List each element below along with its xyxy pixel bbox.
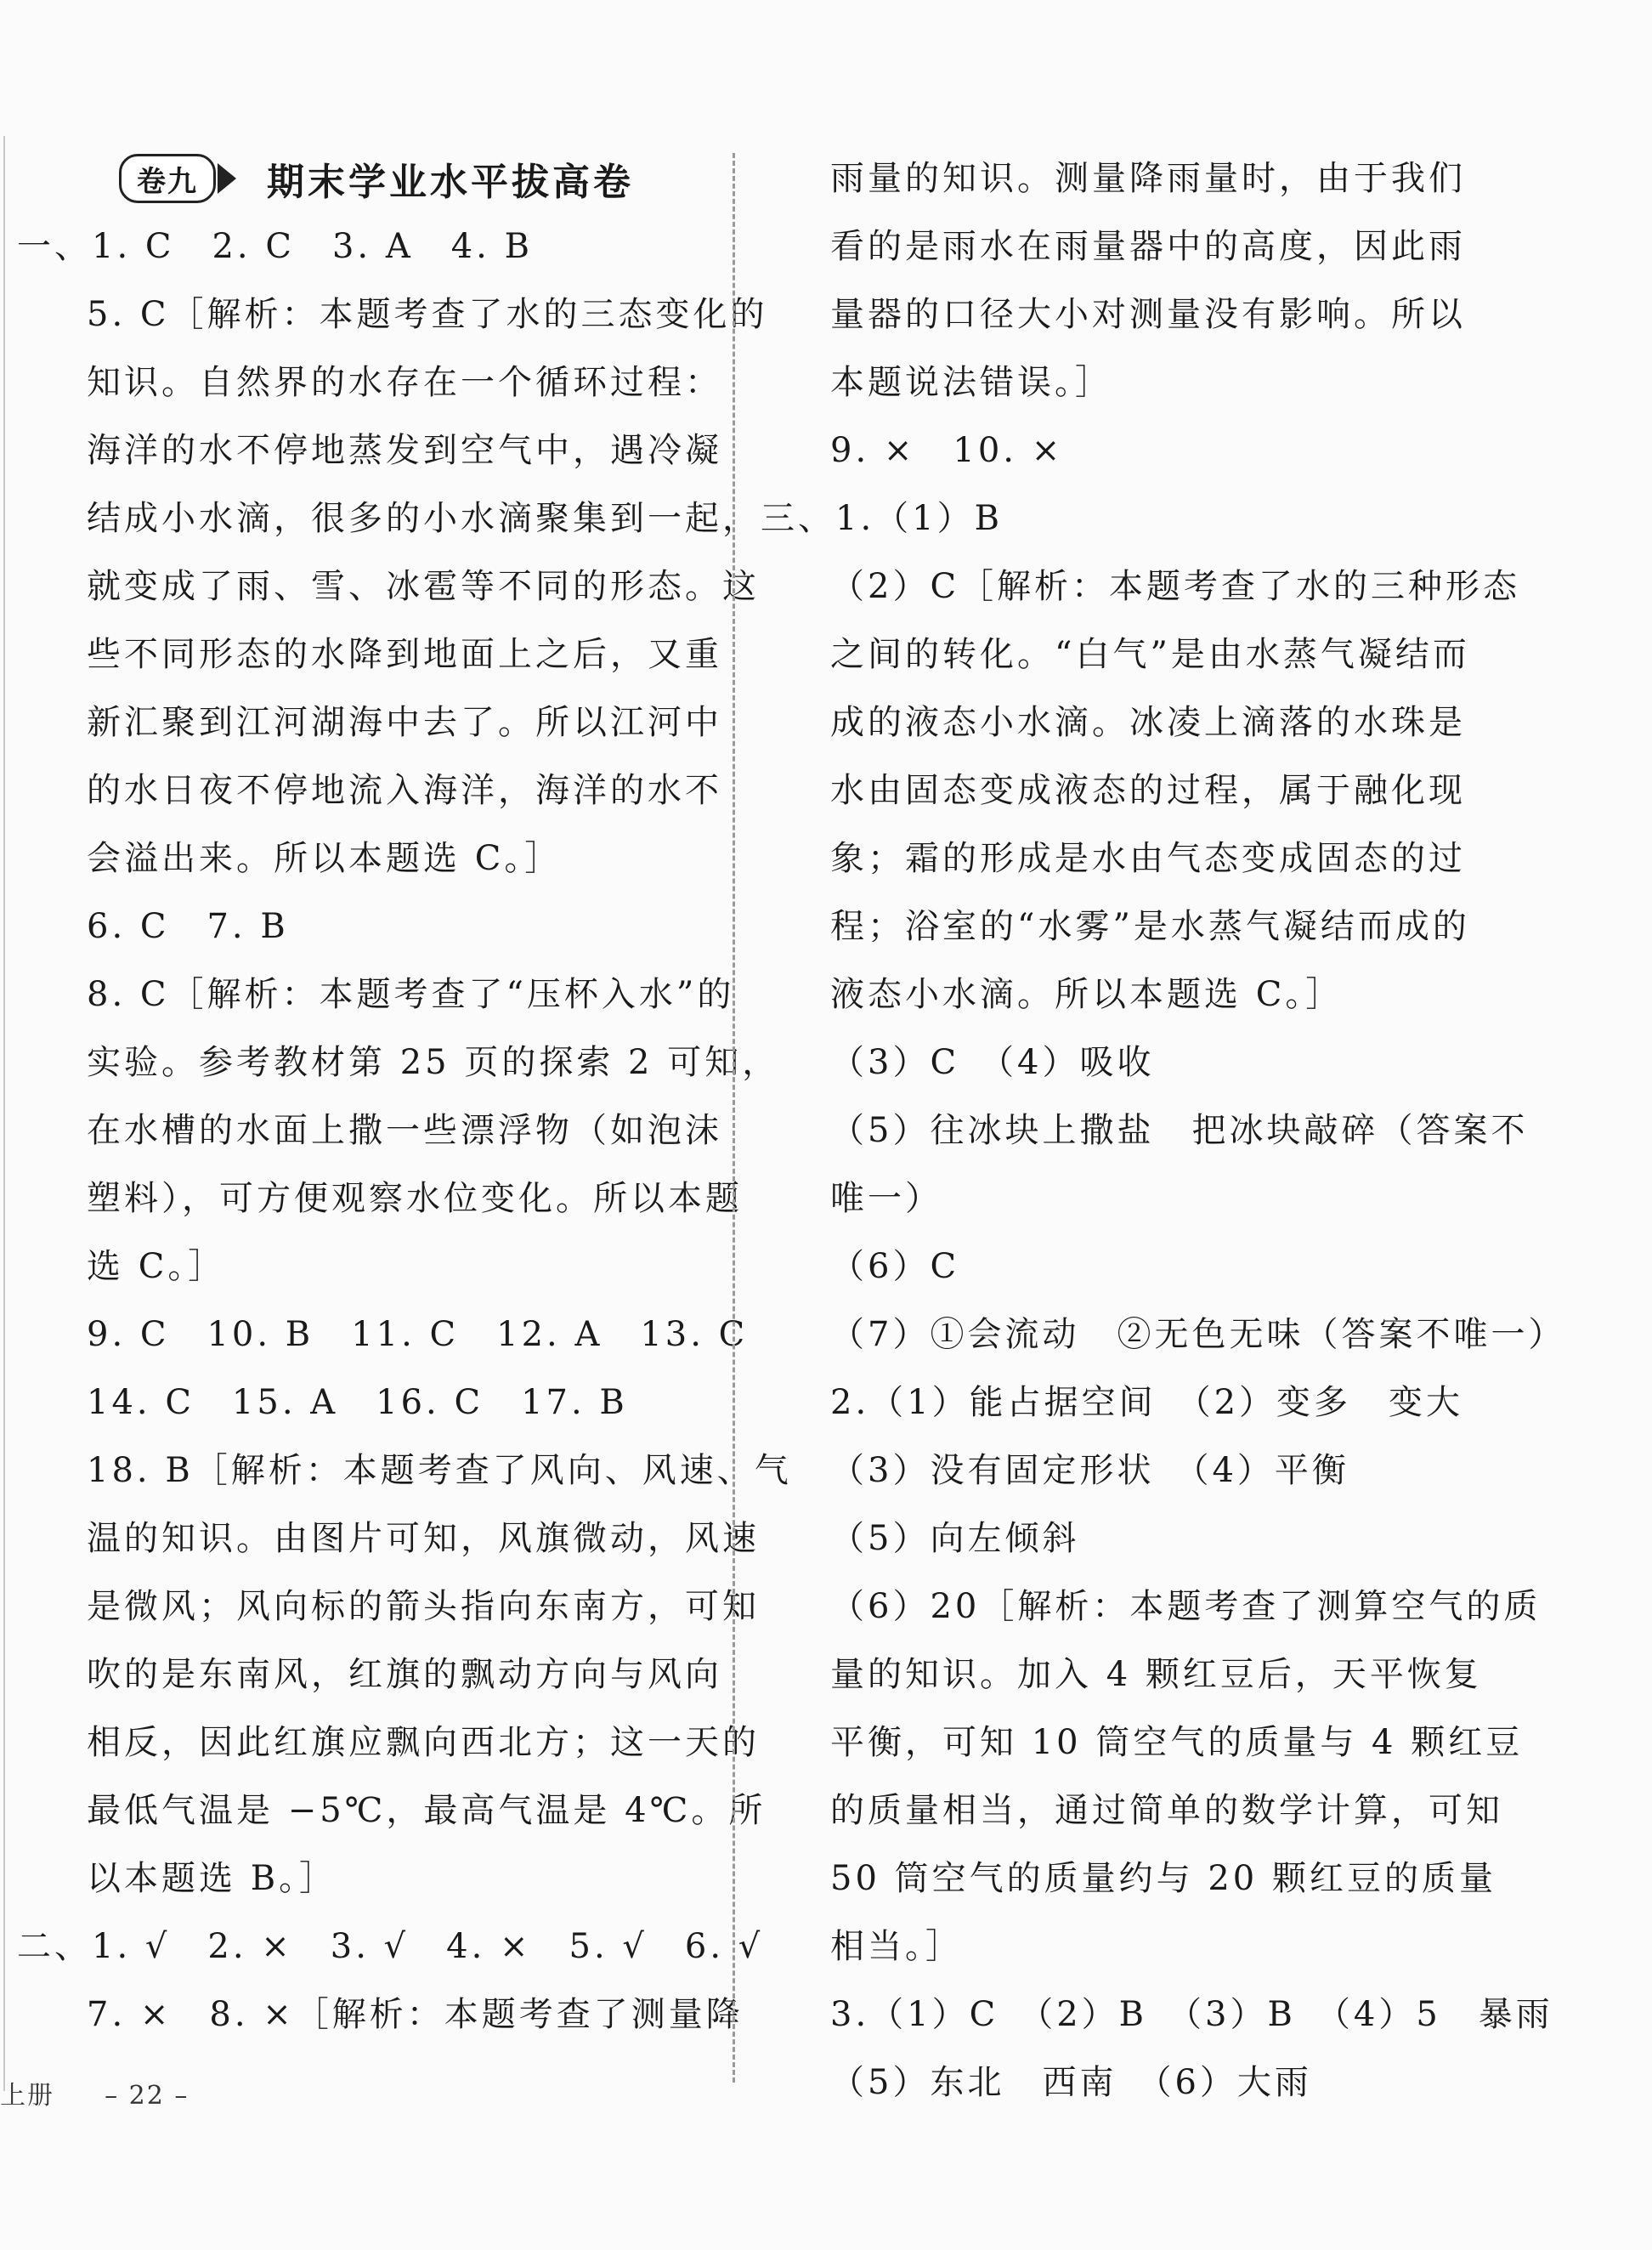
answer-line: 8. C［解析：本题考查了“压杯入水”的 (87, 975, 735, 1014)
answer-line: 9. C 10. B 11. C 12. A 13. C (87, 1315, 749, 1354)
answer-line: 的质量相当，通过简单的数学计算，可知 (830, 1791, 1503, 1830)
answer-line: 象；霜的形成是水由气态变成固态的过 (830, 839, 1466, 878)
answer-line: （3）没有固定形状 （4）平衡 (830, 1451, 1349, 1490)
answer-line: 相当。］ (830, 1927, 963, 1966)
left-answer-lines (17, 213, 792, 2049)
answer-line: 最低气温是 −5℃，最高气温是 4℃。所 (87, 1791, 767, 1830)
answer-line: 水由固态变成液态的过程，属于融化现 (830, 771, 1466, 810)
answer-line: 会溢出来。所以本题选 C。］ (87, 839, 563, 878)
left-column (17, 145, 792, 2049)
page-footer (0, 2074, 189, 2111)
answer-line: 温的知识。由图片可知，风旗微动，风速 (87, 1519, 760, 1558)
answer-line: 就变成了雨、雪、冰雹等不同的形态。这 (87, 567, 760, 606)
answer-line: 实验。参考教材第 25 页的探索 2 可知， (87, 1043, 780, 1082)
answer-line: 选 C。］ (87, 1247, 226, 1286)
answer-line: 塑料），可方便观察水位变化。所以本题 (87, 1179, 743, 1218)
answer-line: 结成小水滴，很多的小水滴聚集到一起， (87, 499, 760, 538)
answer-line: 看的是雨水在雨量器中的高度，因此雨 (830, 227, 1466, 266)
answer-line: 14. C 15. A 16. C 17. B (87, 1383, 628, 1422)
answer-line: 成的液态小水滴。冰凌上滴落的水珠是 (830, 703, 1466, 742)
answer-line: 平衡，可知 10 筒空气的质量与 4 颗红豆 (830, 1723, 1524, 1762)
section-title: 期末学业水平拔高卷 (267, 161, 634, 204)
answer-line: （5）往冰块上撒盐 把冰块敲碎（答案不 (830, 1111, 1529, 1150)
answer-line: 是微风；风向标的箭头指向东南方，可知 (87, 1587, 760, 1626)
answer-line: （6）20［解析：本题考查了测算空气的质 (830, 1587, 1542, 1626)
volume-tag (119, 154, 216, 203)
answer-line: 二、1. √ 2. × 3. √ 4. × 5. √ 6. √ (17, 1927, 764, 1966)
answer-line: 本题说法错误。］ (830, 363, 1112, 402)
answer-line: （6）C (830, 1247, 960, 1286)
answer-line: 9. × 10. × (830, 431, 1064, 470)
answer-line: 6. C 7. B (87, 907, 289, 946)
answer-line: 之间的转化。“白气”是由水蒸气凝结而 (830, 635, 1470, 674)
answer-line: 程；浴室的“水雾”是水蒸气凝结而成的 (830, 907, 1470, 946)
answer-line: 一、1. C 2. C 3. A 4. B (17, 227, 534, 266)
answer-line: 新汇聚到江河湖海中去了。所以江河中 (87, 703, 722, 742)
right-answer-lines (761, 145, 1566, 2117)
answer-line: （7）①会流动 ②无色无味（答案不唯一） (830, 1315, 1566, 1354)
answer-line: 2.（1）能占据空间 （2）变多 变大 (830, 1383, 1464, 1422)
answer-line: （5）东北 西南 （6）大雨 (830, 2063, 1312, 2102)
answer-line: 吹的是东南风，红旗的飘动方向与风向 (87, 1655, 722, 1694)
answer-line: 3.（1）C （2）B （3）B （4）5 暴雨 (830, 1995, 1553, 2034)
answer-line: （5）向左倾斜 (830, 1519, 1080, 1558)
answer-line: （2）C［解析：本题考查了水的三种形态 (830, 567, 1521, 606)
answer-line: 唯一） (830, 1179, 942, 1218)
answer-line: 相反，因此红旗应飘向西北方；这一天的 (87, 1723, 760, 1762)
answer-line: 知识。自然界的水存在一个循环过程： (87, 363, 722, 402)
answer-line: 在水槽的水面上撒一些漂浮物（如泡沫 (87, 1111, 722, 1150)
answer-line: 三、1.（1）B (761, 499, 1004, 538)
answer-line: 液态小水滴。所以本题选 C。］ (830, 975, 1344, 1014)
answer-line: 雨量的知识。测量降雨量时，由于我们 (830, 159, 1466, 198)
footer-volume-label: 上册 (0, 2081, 54, 2111)
answer-line: 以本题选 B。］ (87, 1859, 337, 1898)
answer-line: 7. × 8. ×［解析：本题考查了测量降 (87, 1995, 744, 2034)
answer-line: 50 筒空气的质量约与 20 颗红豆的质量 (830, 1859, 1496, 1898)
answer-line: 海洋的水不停地蒸发到空气中，遇冷凝 (87, 431, 722, 470)
answer-line: 18. B［解析：本题考查了风向、风速、气 (87, 1451, 792, 1490)
answer-line: 量器的口径大小对测量没有影响。所以 (830, 295, 1466, 334)
answer-line: 量的知识。加入 4 颗红豆后，天平恢复 (830, 1655, 1482, 1694)
page-number: – 22 – (105, 2081, 190, 2111)
right-column (761, 145, 1566, 2117)
answer-line: 些不同形态的水降到地面上之后，又重 (87, 635, 722, 674)
play-arrow-icon (218, 163, 236, 194)
answer-line: （3）C （4）吸收 (830, 1043, 1155, 1082)
section-header (17, 145, 710, 213)
column-divider (733, 153, 735, 2083)
binding-edge-rule (3, 136, 5, 2091)
answer-line: 5. C［解析：本题考查了水的三态变化的 (87, 295, 768, 334)
answer-line: 的水日夜不停地流入海洋，海洋的水不 (87, 771, 722, 810)
volume-tag-label: 卷九 (137, 164, 198, 199)
